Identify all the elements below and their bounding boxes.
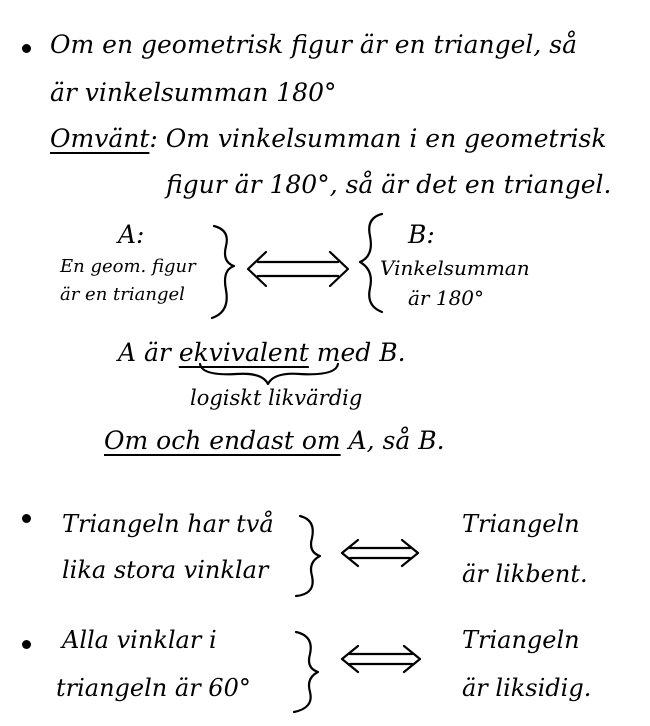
equivalence-word: ekvivalent (178, 338, 309, 367)
iff-phrase: Om och endast om (104, 426, 341, 455)
brace-section-2 (296, 516, 320, 596)
converse-label: Omvänt (50, 124, 150, 153)
double-arrow-3 (342, 646, 420, 672)
b-text-line-1: Vinkelsumman (380, 256, 530, 280)
section3-left-line-2: triangeln är 60° (56, 674, 251, 702)
equivalence-note: logiskt likvärdig (190, 386, 363, 410)
statement-line-1: Om en geometrisk figur är en triangel, så (50, 30, 578, 59)
section3-right-line-2: är liksidig. (462, 674, 592, 702)
equivalence-pre: A är (118, 338, 171, 367)
a-label: A: (118, 220, 145, 249)
a-text-line-1: En geom. figur (60, 256, 196, 277)
converse-text: : Om vinkelsumman i en geometrisk (149, 124, 607, 153)
statement-line-2: är vinkelsumman 180° (50, 78, 337, 107)
section3-right-line-1: Triangeln (462, 626, 580, 654)
brace-left-b (360, 214, 382, 312)
section3-left-line-1: Alla vinklar i (62, 626, 217, 654)
double-arrow-1 (248, 252, 348, 286)
b-label: B: (408, 220, 435, 249)
iff-rest: A, så B. (348, 426, 445, 455)
converse-line-2: figur är 180°, så är det en triangel. (166, 170, 612, 199)
section2-right-line-2: är likbent. (462, 560, 588, 588)
section2-right-line-1: Triangeln (462, 510, 580, 538)
equivalence-post: med B. (316, 338, 406, 367)
section2-left-line-2: lika stora vinklar (62, 556, 269, 584)
a-text-line-2: är en triangel (60, 284, 185, 305)
double-arrow-2 (342, 540, 418, 566)
section2-left-line-1: Triangeln har två (62, 510, 274, 538)
underbrace-ekvivalent (200, 364, 338, 384)
brace-right-a (212, 226, 234, 318)
b-text-line-2: är 180° (408, 286, 485, 310)
brace-section-3 (294, 632, 318, 712)
